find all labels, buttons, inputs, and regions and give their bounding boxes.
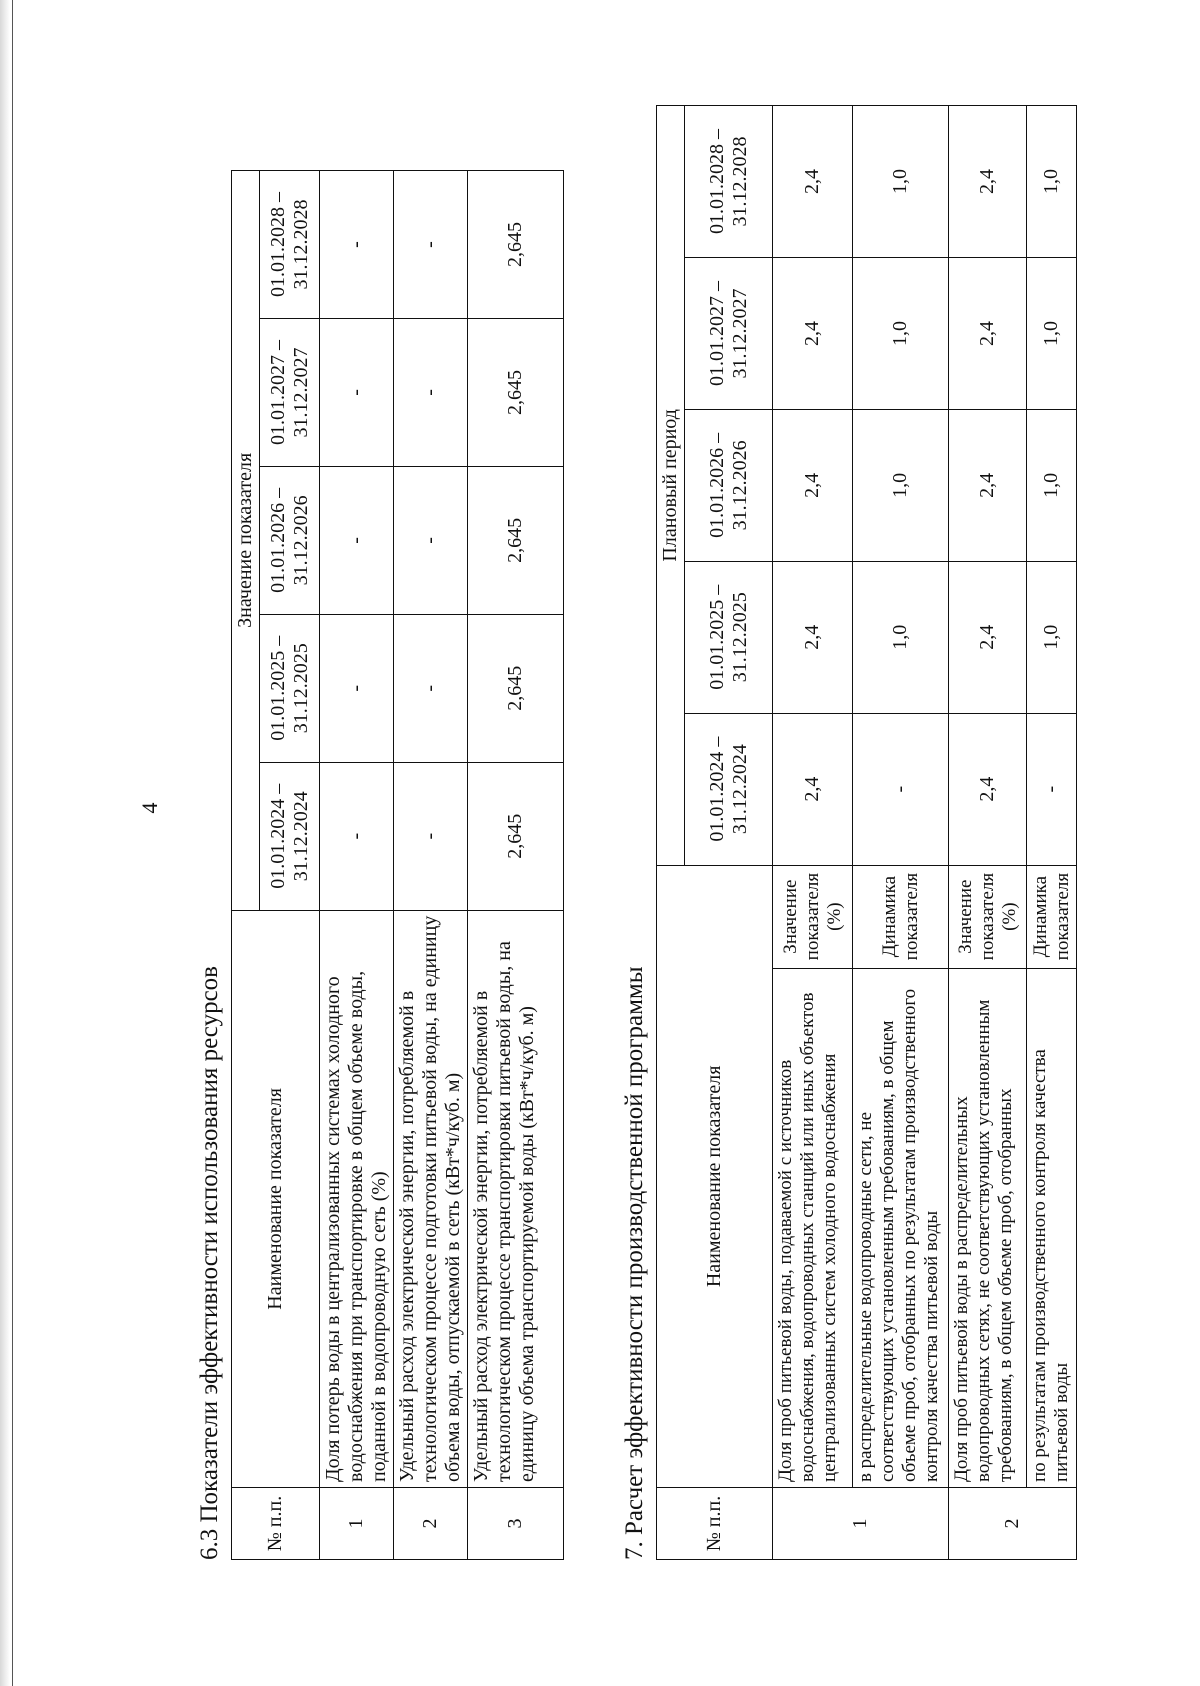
- table-row: [773, 106, 853, 1560]
- row-value: 2,645: [468, 762, 564, 910]
- header-name: Наименование показателя: [657, 865, 773, 1487]
- row-sub: Динамика показателя: [1027, 865, 1077, 968]
- header-group: Значение показателя: [232, 171, 260, 911]
- section-title: 6.3 Показатели эффективности использования ресурсов: [196, 966, 223, 1560]
- row-value: -: [394, 762, 468, 910]
- row-value: -: [394, 466, 468, 614]
- header-period: 01.01.2028 – 31.12.2028: [260, 171, 320, 319]
- scan-edge: [0, 0, 10, 1686]
- row-value: 2,4: [949, 561, 1027, 713]
- row-name: Доля проб питьевой воды в распределительных водопроводных сетях, не соответствующих установленным требованиям, в общем объеме проб, отобранных: [949, 968, 1027, 1487]
- row-sub: Значение показателя (%): [773, 865, 853, 968]
- row-value: 2,4: [949, 106, 1027, 258]
- header-name: Наименование показателя: [232, 910, 320, 1487]
- row-value: 2,4: [949, 713, 1027, 865]
- row-value: 2,4: [949, 409, 1027, 561]
- header-period: 01.01.2028 – 31.12.2028: [685, 106, 773, 258]
- row-value: -: [394, 171, 468, 319]
- row-value: 2,4: [949, 258, 1027, 410]
- row-value: 2,645: [468, 466, 564, 614]
- row-value: 2,4: [773, 106, 853, 258]
- row-value: 2,4: [773, 409, 853, 561]
- row-value: 1,0: [853, 106, 949, 258]
- section-resource-efficiency: [195, 70, 564, 1560]
- table-row: [853, 106, 949, 1560]
- row-value: -: [1027, 713, 1077, 865]
- row-num: 3: [468, 1488, 564, 1560]
- section-title: 7. Расчет эффективности производственной программы: [621, 966, 648, 1560]
- table-row: [394, 171, 468, 1560]
- row-value: -: [320, 318, 394, 466]
- row-value: 2,4: [773, 713, 853, 865]
- header-num: № п.п.: [232, 1488, 320, 1560]
- row-value: 2,4: [773, 258, 853, 410]
- row-value: 1,0: [853, 561, 949, 713]
- row-value: 1,0: [1027, 258, 1077, 410]
- row-value: 1,0: [853, 409, 949, 561]
- program-efficiency-table: [656, 105, 1077, 1560]
- scan-border-line: [12, 0, 13, 1686]
- row-value: -: [853, 713, 949, 865]
- header-num: № п.п.: [657, 1488, 773, 1560]
- table-row: [949, 106, 1027, 1560]
- row-value: -: [320, 171, 394, 319]
- row-value: 1,0: [1027, 561, 1077, 713]
- row-name: Доля проб питьевой воды, подаваемой с источников водоснабжения, водопроводных станций или иных объектов централизованных систем холодного водоснабжения: [773, 968, 853, 1487]
- row-sub: Значение показателя (%): [949, 865, 1027, 968]
- row-value: -: [394, 614, 468, 762]
- row-name: в распределительные водопроводные сети, не соответствующих установленным требованиям, в общем объеме проб, отобранных по результатам производственного контроля качества питьевой воды: [853, 968, 949, 1487]
- row-value: -: [320, 762, 394, 910]
- row-name: Доля потерь воды в централизованных системах холодного водоснабжения при транспортировке в общем объеме воды, поданной в водопроводную сеть (%): [320, 910, 394, 1487]
- row-value: 1,0: [1027, 106, 1077, 258]
- table-header-row: [657, 106, 685, 1560]
- header-period: 01.01.2024 – 31.12.2024: [260, 762, 320, 910]
- header-period: 01.01.2026 – 31.12.2026: [685, 409, 773, 561]
- table-row: [320, 171, 394, 1560]
- row-value: -: [394, 318, 468, 466]
- row-value: -: [320, 466, 394, 614]
- row-sub: Динамика показателя: [853, 865, 949, 968]
- table-row: [468, 171, 564, 1560]
- header-group: Плановый период: [657, 106, 685, 866]
- row-value: -: [320, 614, 394, 762]
- row-value: 1,0: [853, 258, 949, 410]
- row-name: Удельный расход электрической энергии, потребляемой в технологическом процессе транспортировки питьевой воды, на единицу объема транспортируемой воды (кВт*ч/куб. м): [468, 910, 564, 1487]
- row-num: 1: [773, 1488, 949, 1560]
- table-row: [1027, 106, 1077, 1560]
- header-period: 01.01.2025 – 31.12.2025: [260, 614, 320, 762]
- row-value: 1,0: [1027, 409, 1077, 561]
- row-num: 2: [394, 1488, 468, 1560]
- header-period: 01.01.2027 – 31.12.2027: [685, 258, 773, 410]
- row-value: 2,645: [468, 614, 564, 762]
- row-name: по результатам производственного контроля качества питьевой воды: [1027, 968, 1077, 1487]
- resource-efficiency-table: [231, 170, 564, 1560]
- header-period: 01.01.2025 – 31.12.2025: [685, 561, 773, 713]
- header-period: 01.01.2027 – 31.12.2027: [260, 318, 320, 466]
- row-value: 2,4: [773, 561, 853, 713]
- table-header-row: [232, 171, 260, 1560]
- row-name: Удельный расход электрической энергии, потребляемой в технологическом процессе подготовки питьевой воды, на единицу объема воды, отпускаемой в сеть (кВт*ч/куб. м): [394, 910, 468, 1487]
- row-value: 2,645: [468, 171, 564, 319]
- row-num: 2: [949, 1488, 1077, 1560]
- row-num: 1: [320, 1488, 394, 1560]
- section-program-efficiency: [620, 70, 1077, 1560]
- page-number: 4: [137, 802, 162, 814]
- row-value: 2,645: [468, 318, 564, 466]
- header-period: 01.01.2026 – 31.12.2026: [260, 466, 320, 614]
- header-period: 01.01.2024 – 31.12.2024: [685, 713, 773, 865]
